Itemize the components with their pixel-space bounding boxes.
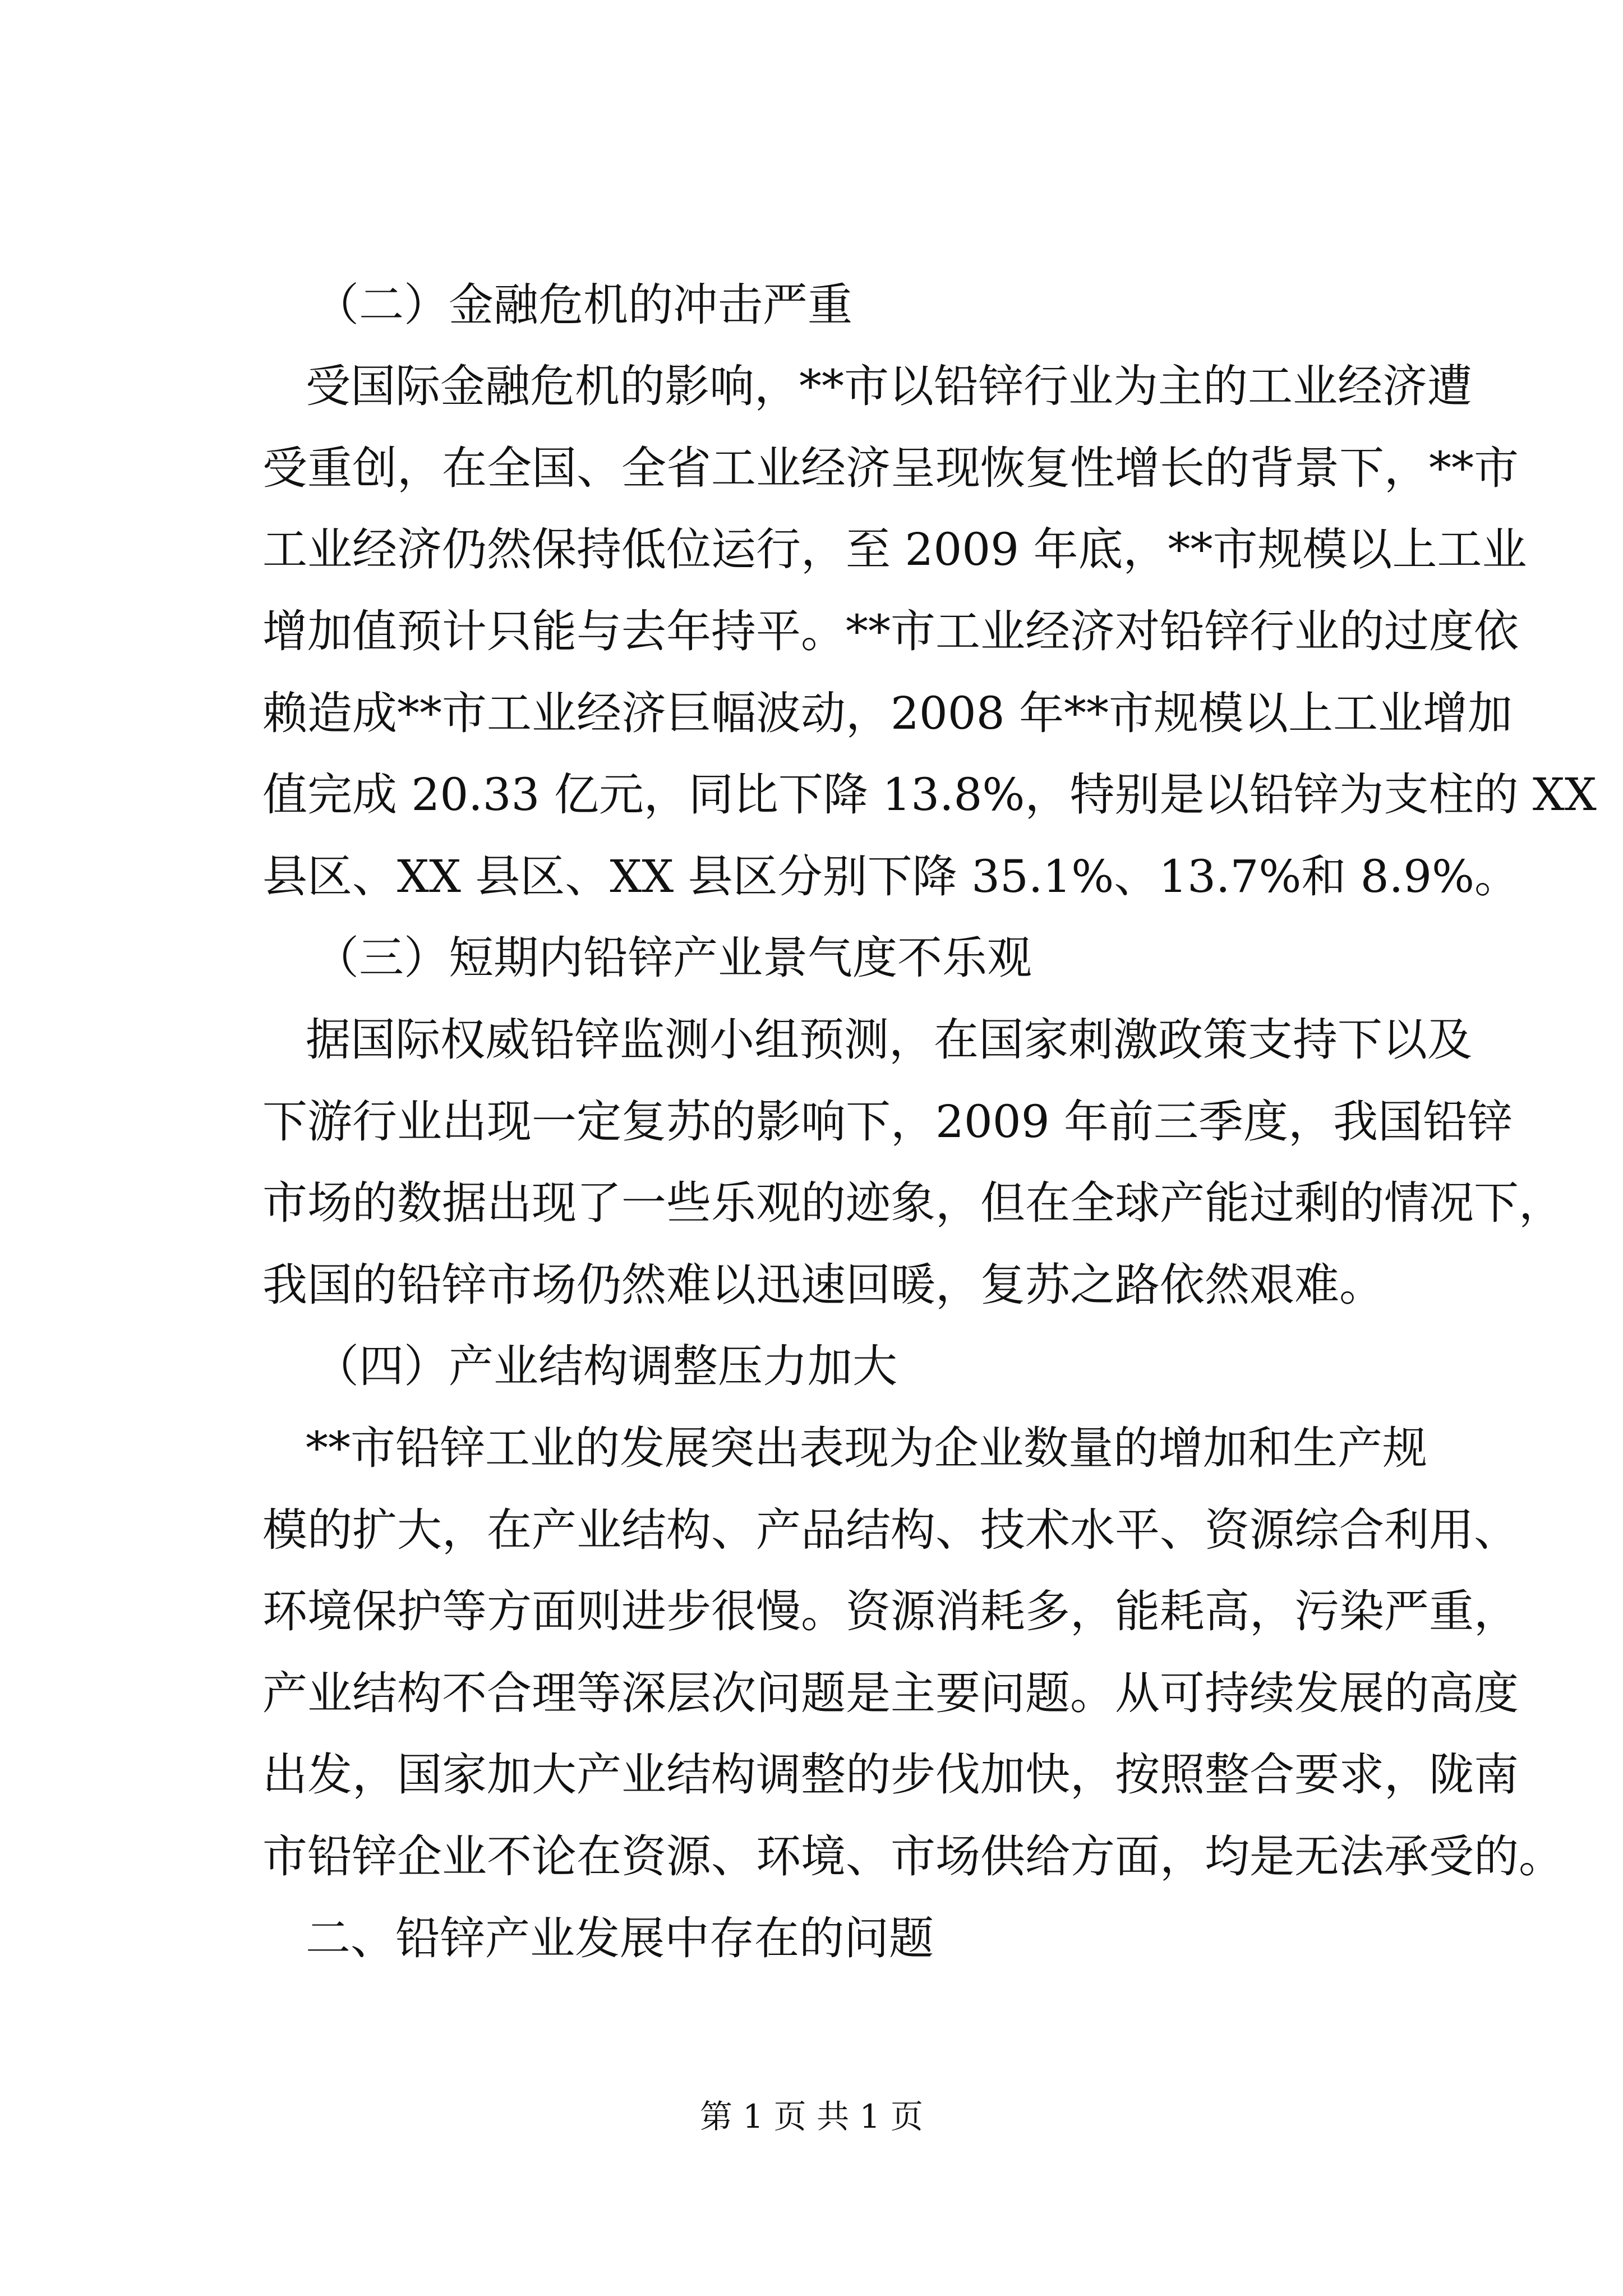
paragraph-line: 市铅锌企业不论在资源、环境、市场供给方面，均是无法承受的。	[262, 1830, 1564, 1883]
paragraph-line: 我国的铅锌市场仍然难以迅速回暖，复苏之路依然艰难。	[262, 1259, 1384, 1311]
paragraph-line: 县区、XX 县区、XX 县区分别下降 35.1%、13.7%和 8.9%。	[262, 850, 1520, 903]
paragraph-line: **市铅锌工业的发展突出表现为企业数量的增加和生产规	[306, 1422, 1427, 1474]
paragraph-line: 模的扩大，在产业结构、产品结构、技术水平、资源综合利用、	[262, 1504, 1519, 1556]
paragraph-line: 受国际金融危机的影响，**市以铅锌行业为主的工业经济遭	[306, 360, 1472, 412]
paragraph-line: 产业结构不合理等深层次问题是主要问题。从可持续发展的高度	[262, 1667, 1519, 1719]
paragraph-line: 市场的数据出现了一些乐观的迹象，但在全球产能过剩的情况下，	[262, 1177, 1564, 1229]
section-heading-3: （三）短期内铅锌产业景气度不乐观	[314, 932, 1032, 984]
paragraph-line: 赖造成**市工业经济巨幅波动，2008 年**市规模以上工业增加	[262, 687, 1513, 739]
paragraph-line: 值完成 20.33 亿元，同比下降 13.8%，特别是以铅锌为支柱的 XX	[262, 769, 1597, 821]
page-footer: 第 1 页 共 1 页	[700, 2097, 923, 2136]
section-heading-4: （四）产业结构调整压力加大	[314, 1340, 897, 1392]
paragraph-line: 出发，国家加大产业结构调整的步伐加快，按照整合要求，陇南	[262, 1749, 1519, 1801]
section-heading-two: 二、铅锌产业发展中存在的问题	[306, 1912, 934, 1964]
section-heading-2: （二）金融危机的冲击严重	[314, 279, 852, 331]
paragraph-line: 工业经济仍然保持低位运行，至 2009 年底，**市规模以上工业	[262, 523, 1527, 576]
paragraph-line: 环境保护等方面则进步很慢。资源消耗多，能耗高，污染严重，	[262, 1585, 1519, 1637]
paragraph-line: 受重创，在全国、全省工业经济呈现恢复性增长的背景下，**市	[262, 442, 1519, 494]
paragraph-line: 下游行业出现一定复苏的影响下，2009 年前三季度，我国铅锌	[262, 1096, 1513, 1148]
paragraph-line: 增加值预计只能与去年持平。**市工业经济对铅锌行业的过度依	[262, 605, 1519, 657]
paragraph-line: 据国际权威铅锌监测小组预测，在国家刺激政策支持下以及	[306, 1014, 1472, 1066]
